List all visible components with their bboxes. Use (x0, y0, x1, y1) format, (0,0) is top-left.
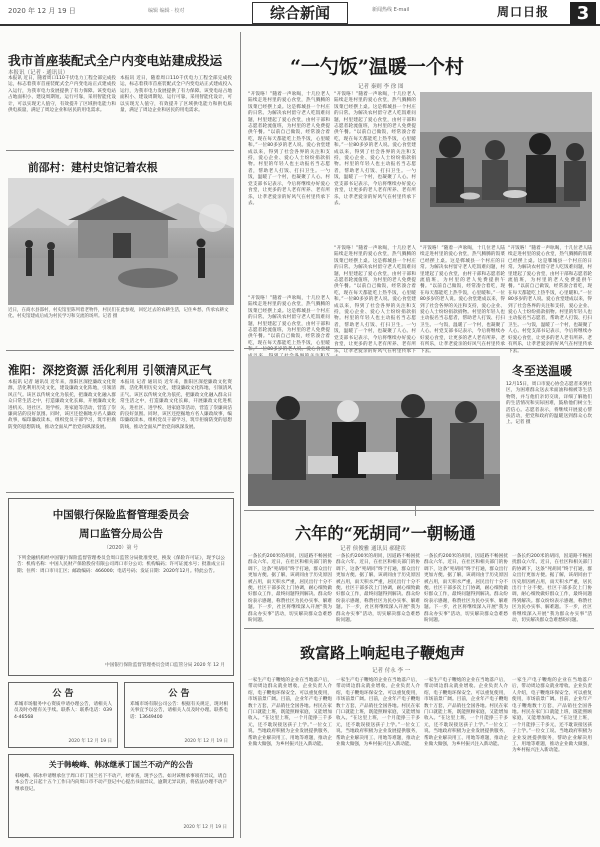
ebike-body-col3: 一家生产电子鞭炮的企业在当地落户后，带动周边群众就业增收。企业负责人介绍，电子鞭炮环保安全、可以重复使用，市场前景广阔。目前，企业年产电子鞭炮数十万套，产品销往全国各地。村民在家门口就能上班，既能照顾家庭，又能增加收入。“在这里上班，一个月能挣三千多元，还不耽误接送孩子上学。”一位女工说。当地政府积极为企业发展提供服务，帮助企业解决用工、用地等难题，推动企业做大做强，为乡村振兴注入新动能。 (424, 678, 508, 748)
notice-org: 中国银行保险监督管理委员会 (52, 509, 190, 521)
inheritance-notice-date: 2020 年 12 月 19 日 (183, 825, 227, 830)
lead-body-col1-cont: “开饭咯！”随着一声吆喝，十几位老人陆续走进村里的爱心食堂，热气腾腾的饭菜已经摆上桌。这是郸城县一个村庄的日常。为解决农村留守老人吃饭难问题，村里建起了爱心食堂，由村干部和志愿者轮流值班，为村里的老人免费提供午餐。“以前自己做饭，经常凑合着吃，现在每天都能吃上热乎饭，心里暖和。”一位80多岁的老人说。爱心食堂建 (248, 296, 330, 353)
newspaper-logo: 周口日报 (497, 5, 550, 19)
divider (244, 510, 594, 511)
small-notice-right-body: 邓城市场有限公司公告：根据有关规定，现对相关事宜予以公告，请相关人员及时办理。联系电话：13649400 (130, 702, 228, 720)
road-byline: 记者 侯俊雅 通讯员 郝健宾 (340, 546, 406, 552)
lead-body-col5: “开饭咯！”随着一声吆喝，十几位老人陆续走进村里的爱心食堂，热气腾腾的饭菜已经摆上桌。这是郸城县一个村庄的日常。为解决农村留守老人吃饭难问题，村里建起了爱心食堂，由村干部和志愿者轮流值班，为村里的老人免费提供午餐。“以前自己做饭，经常凑合着吃，现在每天都能吃上热乎饭，心里暖和。”一位80多岁的老人说。爱心食堂建成以来，得到了社会各界的关注和支持，爱心企业、爱心人士纷纷捐款捐物。村里的年轻人也主动报名当志愿者，帮助老人打饭、打扫卫生。一勺饭，温暖了一个村，也凝聚了人心。村党支部书记表示，今后将继续办好爱心食堂，让更多的老人老有所养、老有所乐，让孝老爱亲的好风气在村里传承下去。 (508, 246, 592, 354)
page-number: 3 (570, 2, 596, 25)
story1-body: 本报讯 近日，随着周口110千伏电力工程全部完成投运，标志着我市首座装配式全户内变电站正式建成投入运行，为我市电力发展提供了有力保障。该变电站占地面积小、建设周期短、运行可靠，采用智能化设计，可以实现无人值守，有效提升了区域供电能力和供电质量，满足了周边企业和居民的用电需求。 (8, 76, 116, 114)
editors-line: 编辑 编辑 · 校对 (148, 8, 185, 14)
lead-headline: “一勺饭”温暖一个村 (290, 56, 464, 78)
road-body-col3: 一条长约200米的胡同，因道路不畅困扰群众六年。近日，在社区和相关部门的协调下，这条“死胡同”终于打通，群众出行更加方便。据了解，该胡同由于历史原因被占用，雨天积水严重，居民出行十分不便。社区干部多次上门协调，耐心细致做好群众工作，最终问题得到解决。群众纷纷表示感谢，称赞社区为民办实事、解难题。下一步，社区将继续深入开展“我为群众办实事”活动，切实解决群众急难愁盼问题。 (424, 554, 508, 624)
museum-scene-image (8, 178, 234, 305)
ebike-body-col1: 一家生产电子鞭炮的企业在当地落户后，带动周边群众就业增收。企业负责人介绍，电子鞭炮环保安全、可以重复使用，市场前景广阔。目前，企业年产电子鞭炮数十万套，产品销往全国各地。村民在家门口就能上班，既能照顾家庭，又能增加收入。“在这里上班，一个月能挣三千多元，还不耽误接送孩子上学。”一位女工说。当地政府积极为企业发展提供服务，帮助企业解决用工、用地等难题，推动企业做大做强，为乡村振兴注入新动能。 (248, 678, 332, 748)
divider (6, 350, 234, 351)
road-body-col4: 一条长约200米的胡同，因道路不畅困扰群众六年。近日，在社区和相关部门的协调下，这条“死胡同”终于打通，群众出行更加方便。据了解，该胡同由于历史原因被占用，雨天积水严重，居民出行十分不便。社区干部多次上门协调，耐心细致做好群众工作，最终问题得到解决。群众纷纷表示感谢，称赞社区为民办实事、解难题。下一步，社区将继续深入开展“我为群众办实事”活动，切实解决群众急难愁盼问题。 (512, 554, 592, 624)
story3-headline: 淮阳：深挖资源 活化利用 引领清风正气 (8, 363, 212, 377)
small-notice-left-title: 公 告 (52, 689, 74, 699)
notice-footer: 中国银行保险监督管理委员会周口监管分局 2020 年 12 月 (105, 663, 225, 668)
regulator-notice-box (8, 498, 234, 676)
small-notice-left (8, 682, 118, 748)
column-divider (240, 32, 241, 838)
ebike-byline: 记者 付永 李 一 (372, 668, 411, 674)
notice-title: 周口监管分局公告 (79, 528, 163, 540)
canteen-scene-image (420, 92, 592, 242)
notice-body: 下列金融机构经中国银行保险监督管理委员会周口监管分局批准变更，换发《保险许可证》，现予以公告：机构名称：中国人民财产保险股份有限公司周口市分公司；机构编码；许可证流水号；批准成立日期；住所：周口市川汇区；邮政编码：466000；电话号码；发证日期：2020年12月。特此公告。 (17, 556, 225, 574)
lead-byline: 记者 秦则 李 徐 图 (358, 84, 404, 90)
road-body-col2: 一条长约200米的胡同，因道路不畅困扰群众六年。近日，在社区和相关部门的协调下，这条“死胡同”终于打通，群众出行更加方便。据了解，该胡同由于历史原因被占用，雨天积水严重，居民出行十分不便。社区干部多次上门协调，耐心细致做好群众工作，最终问题得到解决。群众纷纷表示感谢，称赞社区为民办实事、解难题。下一步，社区将继续深入开展“我为群众办实事”活动，切实解决群众急难愁盼问题。 (336, 554, 420, 624)
road-body-col1: 一条长约200米的胡同，因道路不畅困扰群众六年。近日，在社区和相关部门的协调下，这条“死胡同”终于打通，群众出行更加方便。据了解，该胡同由于历史原因被占用，雨天积水严重，居民出行十分不便。社区干部多次上门协调，耐心细致做好群众工作，最终问题得到解决。群众纷纷表示感谢，称赞社区为民办实事、解难题。下一步，社区将继续深入开展“我为群众办实事”活动，切实解决群众急难愁盼问题。 (248, 554, 332, 624)
small-notice-right (124, 682, 234, 748)
winter-aid-scene-image (248, 356, 500, 506)
road-headline: 六年的“死胡同”一朝畅通 (295, 524, 476, 543)
inheritance-notice-title: 关于韩峻峰、韩冰继承丁国兰不动产的公告 (48, 760, 194, 769)
lead-body-col3: “开饭咯！”随着一声吆喝，十几位老人陆续走进村里的爱心食堂，热气腾腾的饭菜已经摆上桌。这是郸城县一个村庄的日常。为解决农村留守老人吃饭难问题，村里建起了爱心食堂，由村干部和志愿者轮流值班，为村里的老人免费提供午餐。“以前自己做饭，经常凑合着吃，现在每天都能吃上热乎饭，心里暖和。”一位80多岁的老人说。爱心食堂建成以来，得到了社会各界的关注和支持，爱心企业、爱心人士纷纷捐款捐物。村里的年轻人也主动报名当志愿者，帮助老人打饭、打扫卫生。一勺饭，温暖了一个村，也凝聚了人心。村党支部书记表示，今后将继续办好爱心食堂，让更多的老人老有所养、老有所乐，让孝老爱亲的好风气在村里传承下 (334, 246, 416, 354)
story1-byline: 本报讯（记者 · 通讯员） (8, 70, 69, 76)
story3-body: 本报讯 记者 通讯员 近年来，淮阳区深挖廉政文化资源，活化利用历史文化，建设廉政文化阵地，引领清风正气。该区以传统文化为依托，把廉政文化融入群众日常生活之中，打造廉政文化长廊，开展廉政文化进机关、进社区、进学校、进家庭等活动，营造了崇廉尚洁的良好氛围。同时，该区还挖掘地方名人廉政故事，编印廉政读本，组织党员干部学习，筑牢拒腐防变的思想防线，推动全面从严治党向纵深发展。 (8, 380, 116, 430)
story2-headline: 前邵村：建村史馆记着农根 (28, 161, 158, 174)
divider (6, 492, 234, 493)
story1-headline: 我市首座装配式全户内变电站建成投运 (8, 53, 223, 68)
ebike-body-col2: 一家生产电子鞭炮的企业在当地落户后，带动周边群众就业增收。企业负责人介绍，电子鞭炮环保安全、可以重复使用，市场前景广阔。目前，企业年产电子鞭炮数十万套，产品销往全国各地。村民在家门口就能上班，既能照顾家庭，又能增加收入。“在这里上班，一个月能挣三千多元，还不耽误接送孩子上学。”一位女工说。当地政府积极为企业发展提供服务，帮助企业解决用工、用地等难题，推动企业做大做强，为乡村振兴注入新动能。 (336, 678, 420, 748)
small-notice-right-title: 公 告 (168, 689, 190, 699)
lead-body-col2: “开饭咯！”随着一声吆喝，十几位老人陆续走进村里的爱心食堂，热气腾腾的饭菜已经摆上桌。这是郸城县一个村庄的日常。为解决农村留守老人吃饭难问题，村里建起了爱心食堂，由村干部和志愿者轮流值班，为村里的老人免费提供午餐。“以前自己做饭，经常凑合着吃，现在每天都能吃上热乎饭，心里暖和。”一位80多岁的老人说。爱心食堂建成以来，得到了社会各界的关注和支持，爱心企业、爱心人士纷纷捐款捐物。村里的年轻人也主动报名当志愿者，帮助老人打饭、打扫卫生。一勺饭，温暖了一个村，也凝聚了人心。村党支部书记表示，今后将继续办好爱心食堂，让更多的老人老有所养、老有所乐，让孝老爱亲的好风气在村里传承下去。 (334, 92, 416, 206)
small-notice-left-body: 邓城市场服务中心资质申请办理公告，请相关人员及时办理有关手续。联系人：联系电话：0394-46568 (14, 702, 112, 720)
hotline-info: 新闻热线 E-mail (372, 7, 410, 13)
divider (6, 150, 234, 151)
village-museum-photo (8, 178, 234, 305)
section-title: 综合新闻 (252, 2, 348, 24)
small-notice-right-date: 2020 年 12 月 19 日 (184, 739, 228, 744)
ebike-body-col4: 一家生产电子鞭炮的企业在当地落户后，带动周边群众就业增收。企业负责人介绍，电子鞭炮环保安全、可以重复使用，市场前景广阔。目前，企业年产电子鞭炮数十万套，产品销往全国各地。村民在家门口就能上班，既能照顾家庭，又能增加收入。“在这里上班，一个月能挣三千多元，还不耽误接送孩子上学。”一位女工说。当地政府积极为企业发展提供服务，帮助企业解决用工、用地等难题，推动企业做大做强，为乡村振兴注入新动能。 (512, 678, 592, 754)
story2-caption: 近日，在商水县邵村，村史馆里陈列着老物件，村民们在此参观，回忆过去的农耕生活，记住乡愁，传承农耕文化。村史馆建成后成为村民学习和交流的场所。记者 摄 (8, 308, 229, 319)
divider (244, 628, 594, 629)
inheritance-notice-body: 韩峻峰、韩冰申请继承位于周口市丁国兰名下不动产，经审查，现予公告。如对该继承事项有异议，请自本公告之日起十五个工作日内向周口市不动产登记中心提出书面异议，逾期无异议的，将依法办理不动产继承登记。 (15, 774, 227, 792)
winter-aid-photo (248, 356, 500, 506)
lead-body-col4: “开饭咯！”随着一声吆喝，十几位老人陆续走进村里的爱心食堂，热气腾腾的饭菜已经摆上桌。这是郸城县一个村庄的日常。为解决农村留守老人吃饭难问题，村里建起了爱心食堂，由村干部和志愿者轮流值班，为村里的老人免费提供午餐。“以前自己做饭，经常凑合着吃，现在每天都能吃上热乎饭，心里暖和。”一位80多岁的老人说。爱心食堂建成以来，得到了社会各界的关注和支持，爱心企业、爱心人士纷纷捐款捐物。村里的年轻人也主动报名当志愿者，帮助老人打饭、打扫卫生。一勺饭，温暖了一个村，也凝聚了人心。村党支部书记表示，今后将继续办好爱心食堂，让更多的老人老有所养、老有所乐，让孝老爱亲的好风气在村里传承下去。 (420, 246, 505, 354)
lead-body-col1: “开饭咯！”随着一声吆喝，十几位老人陆续走进村里的爱心食堂，热气腾腾的饭菜已经摆上桌。这是郸城县一个村庄的日常。为解决农村留守老人吃饭难问题，村里建起了爱心食堂，由村干部和志愿者轮流值班，为村里的老人免费提供午餐。“以前自己做饭，经常凑合着吃，现在每天都能吃上热乎饭，心里暖和。”一位80多岁的老人说。爱心食堂建成以来，得到了社会各界的关注和支持，爱心企业、爱心人士纷纷捐款捐物。村里的年轻人也主动报名当志愿者，帮助老人打饭、打扫卫生。一勺饭，温暖了一个村，也凝聚了人心。村党支部书记表示，今后将继续办好爱心食堂，让更多的老人老有所养、老有所乐，让孝老爱亲的好风气在村里传承下去。 (248, 92, 330, 206)
story1-body-cont: 本报讯 近日，随着周口110千伏电力工程全部完成投运，标志着我市首座装配式全户内变电站正式建成投入运行，为我市电力发展提供了有力保障。该变电站占地面积小、建设周期短、运行可靠，采用智能化设计，可以实现无人值守，有效提升了区域供电能力和供电质量，满足了周边企业和居民的用电需求。 (120, 76, 232, 114)
winter-body: 12月15日，周口市爱心协会志愿者来到社区，为困难群众送去米面油和棉被等生活物资，并与他们亲切交谈，详细了解他们的生活情况和实际困难，鼓励他们树立生活信心。志愿者表示，将继续开展爱心帮扶活动，把党和政府的温暖送到群众心坎上。记者 摄 (506, 382, 592, 426)
issue-date: 2020 年 12 月 19 日 (8, 7, 76, 15)
winter-headline: 冬至送温暖 (512, 364, 573, 378)
canteen-photo (420, 92, 592, 242)
notice-number: （2020）第 号 (103, 545, 139, 551)
ebike-headline: 致富路上响起电子鞭炮声 (300, 644, 466, 662)
divider (244, 348, 594, 349)
small-notice-left-date: 2020 年 12 月 19 日 (68, 739, 112, 744)
inheritance-notice-box (8, 754, 234, 838)
story3-body-cont: 本报讯 记者 通讯员 近年来，淮阳区深挖廉政文化资源，活化利用历史文化，建设廉政文化阵地，引领清风正气。该区以传统文化为依托，把廉政文化融入群众日常生活之中，打造廉政文化长廊，开展廉政文化进机关、进社区、进学校、进家庭等活动，营造了崇廉尚洁的良好氛围。同时，该区还挖掘地方名人廉政故事，编印廉政读本，组织党员干部学习，筑牢拒腐防变的思想防线，推动全面从严治党向纵深发展。 (120, 380, 232, 430)
